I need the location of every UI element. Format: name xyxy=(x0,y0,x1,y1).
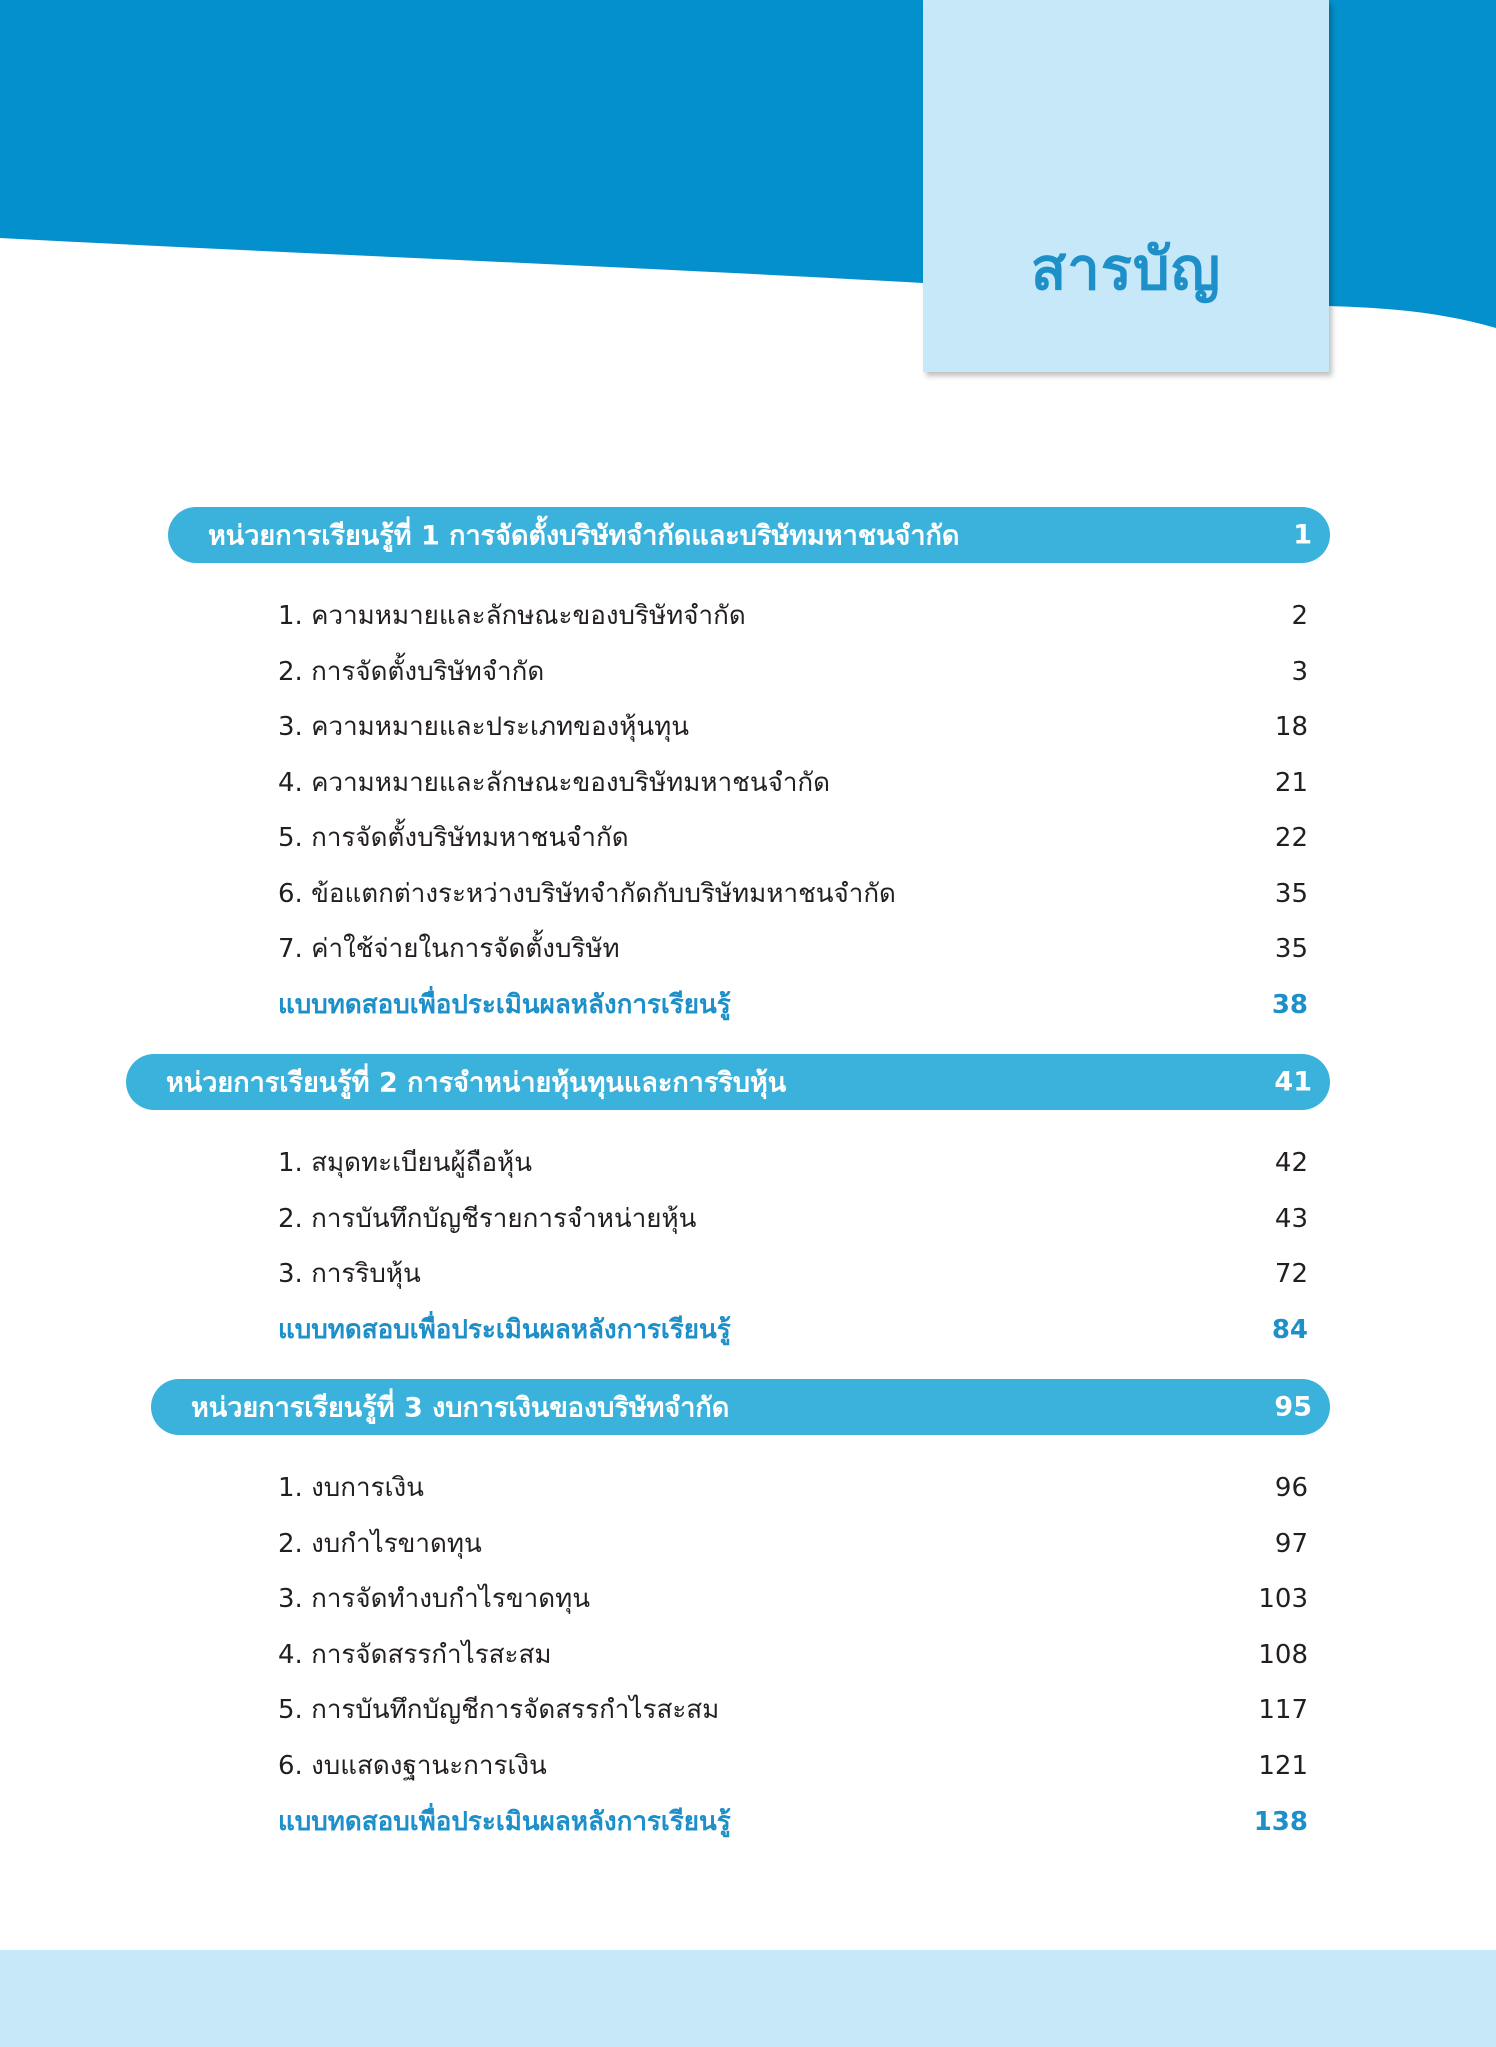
entry-page-number: 35 xyxy=(1274,934,1308,964)
toc-entry[interactable] xyxy=(278,1633,1308,1677)
entry-page-number: 18 xyxy=(1274,712,1308,742)
toc-entry[interactable] xyxy=(278,816,1308,860)
entry-title: แบบทดสอบเพื่อประเมินผลหลังการเรียนรู้ xyxy=(278,1807,731,1837)
entry-page-number: 72 xyxy=(1274,1259,1308,1289)
entry-title: 6. งบแสดงฐานะการเงิน xyxy=(278,1751,547,1781)
entry-title: 1. งบการเงิน xyxy=(278,1473,424,1503)
unit-title: หน่วยการเรียนรู้ที่ 1 การจัดตั้งบริษัทจำกัดและบริษัทมหาชนจำกัด xyxy=(208,520,960,552)
unit-header-1[interactable] xyxy=(168,507,1330,563)
entry-title: 3. การจัดทำงบกำไรขาดทุน xyxy=(278,1584,590,1614)
entry-page-number: 38 xyxy=(1271,990,1308,1020)
entry-page-number: 117 xyxy=(1258,1695,1308,1725)
unit-page-number: 95 xyxy=(1274,1391,1312,1423)
page-title: สารบัญ xyxy=(1030,235,1222,303)
toc-entry[interactable] xyxy=(278,1522,1308,1566)
unit-title: หน่วยการเรียนรู้ที่ 2 การจำหน่ายหุ้นทุนและการริบหุ้น xyxy=(166,1067,787,1099)
toc-entry[interactable] xyxy=(278,1744,1308,1788)
toc-entry[interactable] xyxy=(278,927,1308,971)
toc-entry[interactable] xyxy=(278,705,1308,749)
entry-title: 1. ความหมายและลักษณะของบริษัทจำกัด xyxy=(278,601,746,631)
unit-title: หน่วยการเรียนรู้ที่ 3 งบการเงินของบริษัทจำกัด xyxy=(191,1392,730,1424)
entry-page-number: 97 xyxy=(1274,1529,1308,1559)
entry-title: 4. ความหมายและลักษณะของบริษัทมหาชนจำกัด xyxy=(278,768,831,798)
entry-page-number: 21 xyxy=(1274,768,1308,798)
entry-title: 2. งบกำไรขาดทุน xyxy=(278,1529,482,1559)
entry-title: 1. สมุดทะเบียนผู้ถือหุ้น xyxy=(278,1148,532,1178)
entry-page-number: 108 xyxy=(1258,1640,1308,1670)
entry-title: 7. ค่าใช้จ่ายในการจัดตั้งบริษัท xyxy=(278,934,620,964)
entry-page-number: 42 xyxy=(1274,1148,1308,1178)
toc-entry[interactable] xyxy=(278,650,1308,694)
entry-page-number: 96 xyxy=(1274,1473,1308,1503)
toc-entry[interactable] xyxy=(278,872,1308,916)
entry-title: 3. การริบหุ้น xyxy=(278,1259,421,1289)
entry-page-number: 43 xyxy=(1274,1204,1308,1234)
unit-header-3[interactable] xyxy=(151,1379,1330,1435)
entry-page-number: 138 xyxy=(1253,1807,1308,1837)
entry-title: 2. การบันทึกบัญชีรายการจำหน่ายหุ้น xyxy=(278,1204,697,1234)
entry-title: 5. การบันทึกบัญชีการจัดสรรกำไรสะสม xyxy=(278,1695,720,1725)
toc-quiz-entry[interactable] xyxy=(278,1308,1308,1352)
toc-entry[interactable] xyxy=(278,1252,1308,1296)
toc-quiz-entry[interactable] xyxy=(278,983,1308,1027)
toc-entry[interactable] xyxy=(278,1466,1308,1510)
entry-page-number: 84 xyxy=(1271,1315,1308,1345)
toc-entry[interactable] xyxy=(278,1197,1308,1241)
entry-page-number: 35 xyxy=(1274,879,1308,909)
footer-band xyxy=(0,1950,1496,2047)
entry-page-number: 22 xyxy=(1274,823,1308,853)
toc-quiz-entry[interactable] xyxy=(278,1800,1308,1844)
toc-entry[interactable] xyxy=(278,1688,1308,1732)
entry-title: 5. การจัดตั้งบริษัทมหาชนจำกัด xyxy=(278,823,629,853)
entry-page-number: 3 xyxy=(1291,657,1308,687)
entry-title: 2. การจัดตั้งบริษัทจำกัด xyxy=(278,657,545,687)
unit-header-2[interactable] xyxy=(126,1054,1330,1110)
entry-title: 3. ความหมายและประเภทของหุ้นทุน xyxy=(278,712,690,742)
entry-title: 4. การจัดสรรกำไรสะสม xyxy=(278,1640,552,1670)
entry-page-number: 103 xyxy=(1258,1584,1308,1614)
toc-entry[interactable] xyxy=(278,761,1308,805)
toc-entry[interactable] xyxy=(278,1141,1308,1185)
entry-title: แบบทดสอบเพื่อประเมินผลหลังการเรียนรู้ xyxy=(278,1315,731,1345)
unit-page-number: 1 xyxy=(1293,519,1312,551)
entry-title: แบบทดสอบเพื่อประเมินผลหลังการเรียนรู้ xyxy=(278,990,731,1020)
entry-page-number: 121 xyxy=(1258,1751,1308,1781)
title-tab xyxy=(923,0,1329,372)
entry-page-number: 2 xyxy=(1291,601,1308,631)
toc-entry[interactable] xyxy=(278,594,1308,638)
unit-page-number: 41 xyxy=(1274,1066,1312,1098)
toc-entry[interactable] xyxy=(278,1577,1308,1621)
entry-title: 6. ข้อแตกต่างระหว่างบริษัทจำกัดกับบริษัทมหาชนจำกัด xyxy=(278,879,896,909)
